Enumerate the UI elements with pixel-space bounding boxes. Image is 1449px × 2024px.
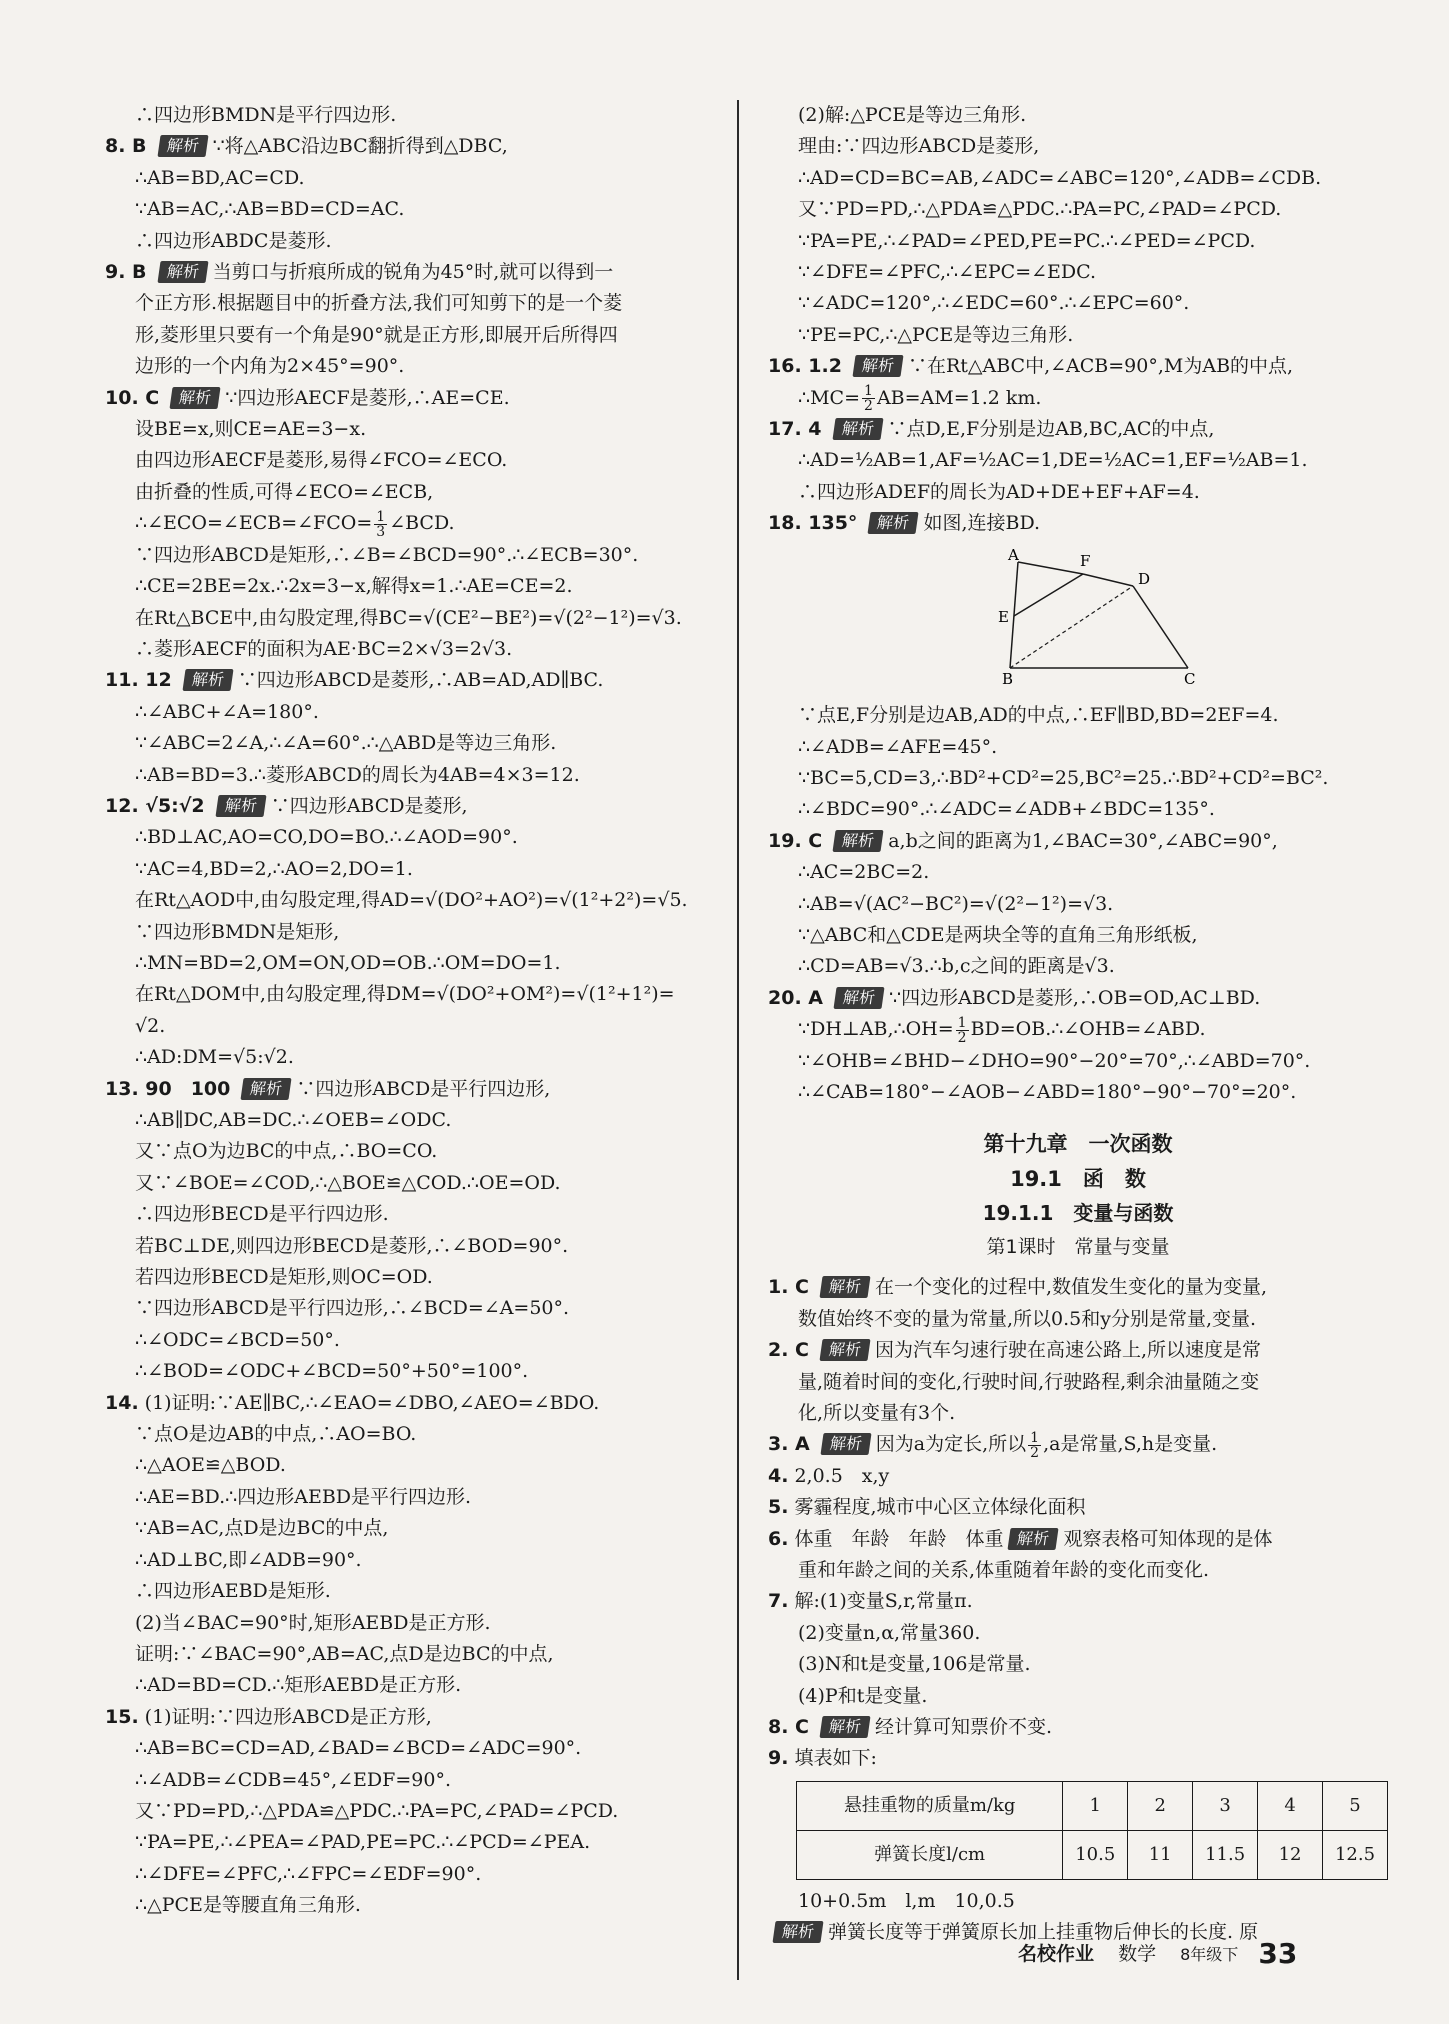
footer-brand: 名校作业: [1018, 1943, 1095, 1965]
line-text: ∴四边形BMDN是平行四边形.: [135, 104, 397, 126]
line-text: ∴∠DFE=∠PFC,∴∠FPC=∠EDF=90°.: [135, 1862, 482, 1885]
line-text: ∵点D,E,F分别是边AB,BC,AC的中点,: [887, 418, 1215, 441]
column-divider: [737, 100, 739, 1980]
analysis-tag: 解析: [833, 830, 884, 852]
line-text: ∴AD=CD=BC=AB,∠ADC=∠ABC=120°,∠ADB=∠CDB.: [798, 166, 1322, 189]
line-text: ∵点E,F分别是边AB,AD的中点,∴EF∥BD,BD=2EF=4.: [798, 704, 1279, 727]
text-line: [768, 288, 1388, 319]
answers-18-20: [768, 700, 1388, 1108]
line-text: ∵AB=AC,点D是边BC的中点,: [135, 1517, 389, 1540]
line-text: ∴四边形AEBD是矩形.: [135, 1580, 331, 1603]
analysis-tag: 解析: [832, 418, 883, 440]
text-line: [105, 1042, 715, 1073]
line-text: ∴AD⊥BC,即∠ADB=90°.: [135, 1548, 362, 1571]
analysis-tag: 解析: [215, 795, 266, 817]
line-text: 在一个变化的过程中,数值发生变化的量为变量,: [875, 1276, 1268, 1299]
text-line: [105, 1576, 715, 1607]
line-text-after: BD=OB.∴∠OHB=∠ABD.: [970, 1018, 1206, 1041]
line-text: ∴MN=BD=2,OM=ON,OD=OB.∴OM=DO=1.: [135, 951, 561, 974]
analysis-tag: 解析: [170, 387, 221, 409]
text-line: [768, 1886, 1388, 1917]
table-cell: 5: [1323, 1781, 1388, 1830]
text-line: [768, 1618, 1388, 1649]
text-line: [105, 634, 715, 665]
text-line: [105, 1136, 715, 1167]
text-line: [768, 1492, 1388, 1523]
question-number: 3. A: [768, 1433, 810, 1456]
line-text: ∵四边形ABCD是矩形,∴∠B=∠BCD=90°.∴∠ECB=30°.: [135, 543, 639, 566]
line-text: 解:(1)变量S,r,常量π.: [794, 1590, 973, 1613]
line-text: 又∵PD=PD,∴△PDA≌△PDC.∴PA=PC,∠PAD=∠PCD.: [135, 1799, 619, 1822]
table-row: [797, 1830, 1388, 1879]
text-line: [105, 1011, 715, 1042]
line-text: 理由:∵四边形ABCD是菱形,: [798, 135, 1040, 158]
question-number: 13. 90 100: [105, 1077, 231, 1100]
analysis-tag: 解析: [852, 355, 903, 377]
text-line: [105, 760, 715, 791]
question-number: 8. B: [105, 135, 147, 158]
line-text: (2)变量n,α,常量360.: [798, 1621, 981, 1644]
label-E: E: [998, 607, 1009, 626]
text-line: [768, 1077, 1388, 1108]
text-line: [105, 194, 715, 225]
line-text-after: ∠BCD.: [389, 512, 455, 535]
line-text: ∴MC=: [798, 386, 861, 409]
text-line: [768, 1681, 1388, 1712]
text-line: [768, 763, 1388, 794]
line-text: 化,所以变量有3个.: [798, 1402, 956, 1424]
text-line: [105, 1356, 715, 1387]
section-title: 19.1 函 数: [1010, 1167, 1146, 1192]
line-text: 证明:∵∠BAC=90°,AB=AC,点D是边BC的中点,: [135, 1642, 554, 1665]
line-text: ∴AB=BC=CD=AD,∠BAD=∠BCD=∠ADC=90°.: [135, 1737, 582, 1760]
text-line: [768, 826, 1388, 857]
text-line: [105, 1513, 715, 1544]
line-text: 边形的一个内角为2×45°=90°.: [135, 355, 405, 378]
line-text: ∵AB=AC,∴AB=BD=CD=AC.: [135, 198, 405, 221]
analysis-tag: 解析: [868, 512, 919, 534]
line-text: ∵四边形BMDN是矩形,: [135, 920, 340, 943]
line-text-after: AB=AM=1.2 km.: [876, 386, 1042, 409]
line-text: 弹簧长度等于弹簧原长加上挂重物后伸长的长度. 原: [828, 1921, 1259, 1944]
line-text: ∵四边形ABCD是平行四边形,∴∠BCD=∠A=50°.: [135, 1297, 570, 1320]
text-line: [105, 1325, 715, 1356]
text-line: [105, 1545, 715, 1576]
label-F: F: [1080, 551, 1091, 570]
text-line: [768, 1429, 1388, 1460]
text-line: [768, 1398, 1388, 1429]
line-text: 填表如下:: [794, 1747, 877, 1770]
text-line: [768, 477, 1388, 508]
subsection-title: 19.1.1 变量与函数: [982, 1201, 1174, 1226]
line-text: 经计算可知票价不变.: [875, 1716, 1053, 1739]
label-B: B: [1002, 669, 1014, 684]
denominator: 2: [1030, 1444, 1040, 1461]
footer-grade: 8年级下: [1180, 1945, 1239, 1964]
question-number: 9. B: [105, 261, 147, 284]
text-line: [105, 1482, 715, 1513]
line-text: (1)证明:∵AE∥BC,∴∠EAO=∠DBO,∠AEO=∠BDO.: [144, 1391, 600, 1414]
question-number: 20. A: [768, 986, 823, 1009]
text-line: [768, 414, 1388, 445]
analysis-tag: 解析: [182, 669, 233, 691]
text-line: [105, 1388, 715, 1419]
denominator: 3: [376, 523, 386, 540]
line-text: 又∵点O为边BC的中点,∴BO=CO.: [135, 1140, 438, 1163]
quadrilateral-diagram: [998, 544, 1198, 684]
line-text: ∵PA=PE,∴∠PAD=∠PED,PE=PC.∴∠PED=∠PCD.: [798, 229, 1256, 252]
text-line: [105, 100, 715, 131]
line-text: 雾霾程度,城市中心区立体绿化面积: [794, 1496, 1086, 1519]
line-text: ∵四边形ABCD是菱形,∴AB=AD,AD∥BC.: [237, 669, 604, 692]
question-number: 2. C: [768, 1339, 809, 1362]
text-line: [768, 794, 1388, 825]
text-line: [768, 951, 1388, 982]
line-text: ∴△PCE是等腰直角三角形.: [135, 1894, 361, 1917]
line-text: ∴AD=½AB=1,AF=½AC=1,DE=½AC=1,EF=½AB=1.: [798, 449, 1308, 472]
text-line: [768, 383, 1388, 414]
text-line: [105, 1074, 715, 1105]
text-line: [105, 1890, 715, 1921]
text-line: [105, 728, 715, 759]
text-line: [105, 1105, 715, 1136]
right-column: [768, 100, 1388, 1949]
numerator: 1: [1030, 1429, 1040, 1446]
line-text: ∴∠BDC=90°.∴∠ADC=∠ADB+∠BDC=135°.: [798, 798, 1215, 821]
analysis-tag: 解析: [833, 987, 884, 1009]
text-line: [105, 917, 715, 948]
line-text: ∵四边形AECF是菱形,∴AE=CE.: [225, 386, 510, 409]
line-text: ∵AC=4,BD=2,∴AO=2,DO=1.: [135, 857, 413, 880]
line-text-after: 观察表格可知体现的是体: [1063, 1527, 1273, 1550]
line-text: 形,菱形里只要有一个角是90°就是正方形,即展开后所得四: [135, 323, 618, 346]
line-text: ∴△AOE≌△BOD.: [135, 1454, 286, 1477]
line-text: 量,随着时间的变化,行驶时间,行驶路程,剩余油量随之变: [798, 1370, 1260, 1393]
line-text: 在Rt△BCE中,由勾股定理,得BC=√(CE²−BE²)=√(2²−1²)=√3.: [135, 606, 682, 629]
text-line: [105, 508, 715, 539]
line-text: ∴AB∥DC,AB=DC.∴∠OEB=∠ODC.: [135, 1109, 452, 1131]
text-line: [105, 540, 715, 571]
line-text: 在Rt△AOD中,由勾股定理,得AD=√(DO²+AO²)=√(1²+2²)=√5.: [135, 889, 688, 912]
line-text: 体重 年龄 年龄 体重: [794, 1527, 1004, 1550]
text-line: [105, 1765, 715, 1796]
text-line: [768, 920, 1388, 951]
text-line: [768, 1014, 1388, 1045]
denominator: 2: [957, 1029, 967, 1046]
text-line: [105, 351, 715, 382]
line-text: √2.: [135, 1014, 166, 1037]
answers-16-18: [768, 100, 1388, 540]
page-number: 33: [1258, 1937, 1298, 1970]
text-line: [105, 320, 715, 351]
line-text: (3)N和t是变量,106是常量.: [798, 1653, 1031, 1676]
question-number: 6.: [768, 1527, 789, 1550]
text-line: [105, 1450, 715, 1481]
analysis-tag: 解析: [820, 1433, 871, 1455]
text-line: [105, 1639, 715, 1670]
table-cell: 1: [1063, 1781, 1128, 1830]
table-cell: 12.5: [1323, 1830, 1388, 1879]
text-line: [105, 979, 715, 1010]
table-header-cell: 弹簧长度l/cm: [797, 1830, 1063, 1879]
analysis-tag: 解析: [772, 1921, 823, 1943]
text-line: [768, 700, 1388, 731]
line-text: 在Rt△DOM中,由勾股定理,得DM=√(DO²+OM²)=√(1²+1²)=: [135, 983, 675, 1006]
line-text: ∴AD=BD=CD.∴矩形AEBD是正方形.: [135, 1674, 462, 1697]
fraction: [956, 1016, 969, 1045]
analysis-tag: 解析: [819, 1716, 870, 1738]
line-text: (1)证明:∵四边形ABCD是正方形,: [144, 1705, 432, 1728]
geometry-figure: [998, 544, 1388, 694]
text-line: [768, 889, 1388, 920]
footer-subject: 数学: [1118, 1943, 1157, 1965]
table-cell: 11.5: [1193, 1830, 1258, 1879]
question-number: 11. 12: [105, 669, 172, 692]
text-line: [768, 732, 1388, 763]
text-line: [105, 1293, 715, 1324]
text-line: [105, 226, 715, 257]
line-text: 个正方形.根据题目中的折叠方法,我们可知剪下的是一个菱: [135, 292, 623, 315]
question-number: 4.: [768, 1464, 789, 1487]
denominator: 2: [864, 398, 873, 415]
line-text: ∴AB=√(AC²−BC²)=√(2²−1²)=√3.: [798, 892, 1114, 915]
table-cell: 10.5: [1063, 1830, 1128, 1879]
line-text: ∵PA=PE,∴∠PEA=∠PAD,PE=PC.∴∠PCD=∠PEA.: [135, 1831, 591, 1854]
table-cell: 3: [1193, 1781, 1258, 1830]
text-line: [105, 603, 715, 634]
text-line: [105, 1168, 715, 1199]
table-header-cell: 悬挂重物的质量m/kg: [797, 1781, 1063, 1830]
chapter-title: 第十九章 一次函数: [983, 1132, 1173, 1157]
line-text: (2)当∠BAC=90°时,矩形AEBD是正方形.: [135, 1611, 491, 1634]
text-line: [768, 508, 1388, 539]
line-text: ∴∠ECO=∠ECB=∠FCO=: [135, 512, 373, 535]
table-cell: 2: [1128, 1781, 1193, 1830]
text-line: [105, 1670, 715, 1701]
line-text: 又∵PD=PD,∴△PDA≌△PDC.∴PA=PC,∠PAD=∠PCD.: [798, 198, 1282, 221]
label-A: A: [1008, 545, 1019, 564]
question-number: 16. 1.2: [768, 355, 842, 378]
text-line: [768, 131, 1388, 162]
text-line: [105, 1608, 715, 1639]
line-text: ∵∠ABC=2∠A,∴∠A=60°.∴△ABD是等边三角形.: [135, 732, 557, 755]
lesson-title: 第1课时 常量与变量: [986, 1236, 1170, 1259]
text-line: [105, 1733, 715, 1764]
table-cell: 11: [1128, 1830, 1193, 1879]
text-line: [105, 477, 715, 508]
text-line: [768, 1743, 1388, 1774]
table-row: [797, 1781, 1388, 1830]
spring-length-table: [796, 1781, 1388, 1880]
line-text: ∵∠OHB=∠BHD−∠DHO=90°−20°=70°,∴∠ABD=70°.: [798, 1049, 1311, 1072]
line-text: 当剪口与折痕所成的锐角为45°时,就可以得到一: [212, 261, 614, 284]
answers-lesson-1: [768, 1272, 1388, 1775]
line-text: ∴四边形BECD是平行四边形.: [135, 1203, 389, 1226]
line-text: ∴CD=AB=√3.∴b,c之间的距离是√3.: [798, 955, 1115, 978]
line-text: 因为a为定长,所以: [875, 1433, 1027, 1456]
label-C: C: [1184, 669, 1196, 684]
line-text: ∴∠ABC+∠A=180°.: [135, 700, 319, 723]
text-line: [105, 1419, 715, 1450]
text-line: [105, 163, 715, 194]
line-text: ∵PE=PC,∴△PCE是等边三角形.: [798, 323, 1074, 346]
text-line: [768, 163, 1388, 194]
line-text: 若四边形BECD是矩形,则OC=OD.: [135, 1266, 433, 1289]
question-number: 5.: [768, 1496, 789, 1519]
analysis-tag: 解析: [157, 135, 208, 157]
line-text: 重和年龄之间的关系,体重随着年龄的变化而变化.: [798, 1559, 1210, 1582]
question-number: 19. C: [768, 829, 823, 852]
line-text: 因为汽车匀速行驶在高速公路上,所以速度是常: [875, 1339, 1262, 1362]
line-text: (2)解:△PCE是等边三角形.: [798, 104, 1027, 126]
text-line: [768, 1304, 1388, 1335]
line-text: ∵四边形ABCD是菱形,: [270, 794, 468, 817]
text-line: [768, 1461, 1388, 1492]
line-text: ∴∠ADB=∠CDB=45°,∠EDF=90°.: [135, 1768, 451, 1791]
text-line: [768, 1524, 1388, 1555]
line-text: ∵∠ADC=120°,∴∠EDC=60°.∴∠EPC=60°.: [798, 292, 1190, 315]
fraction: [374, 510, 387, 539]
question-number: 8. C: [768, 1716, 809, 1739]
line-text: ∵四边形ABCD是菱形,∴OB=OD,AC⊥BD.: [889, 986, 1261, 1009]
text-line: [768, 257, 1388, 288]
line-text: ∴BD⊥AC,AO=CO,DO=BO.∴∠AOD=90°.: [135, 826, 518, 849]
table-cell: 4: [1258, 1781, 1323, 1830]
text-line: [768, 100, 1388, 131]
numerator: 1: [864, 383, 873, 400]
text-line: [768, 1272, 1388, 1303]
question-number: 15.: [105, 1705, 139, 1728]
text-line: [105, 383, 715, 414]
line-text: ∴AB=BD,AC=CD.: [135, 166, 305, 189]
page-footer: [1018, 1937, 1297, 1970]
text-line: [768, 983, 1388, 1014]
text-line: [768, 1712, 1388, 1743]
text-line: [105, 1262, 715, 1293]
text-line: [105, 1702, 715, 1733]
text-line: [768, 1046, 1388, 1077]
text-line: [105, 697, 715, 728]
line-text: ∵△ABC和△CDE是两块全等的直角三角形纸板,: [798, 923, 1198, 946]
line-text: ∴∠CAB=180°−∠AOB−∠ABD=180°−90°−70°=20°.: [798, 1080, 1297, 1103]
line-text-after: ,a是常量,S,h是变量.: [1043, 1433, 1218, 1456]
text-line: [105, 414, 715, 445]
line-text: 2,0.5 x,y: [794, 1464, 890, 1487]
line-text: ∴AD:DM=√5:√2.: [135, 1046, 294, 1069]
question-number: 18. 135°: [768, 512, 858, 535]
question-number: 7.: [768, 1590, 789, 1613]
table-cell: 12: [1258, 1830, 1323, 1879]
line-text: ∵将△ABC沿边BC翻折得到△DBC,: [212, 135, 508, 158]
line-text: 由折叠的性质,可得∠ECO=∠ECB,: [135, 480, 434, 503]
text-line: [105, 885, 715, 916]
question-number: 9.: [768, 1747, 789, 1770]
line-text: 10+0.5m l,m 10,0.5: [798, 1889, 1015, 1912]
text-line: [105, 822, 715, 853]
text-line: [768, 226, 1388, 257]
text-line: [105, 1199, 715, 1230]
line-text: 设BE=x,则CE=AE=3−x.: [135, 418, 367, 441]
line-text: ∵BC=5,CD=3,∴BD²+CD²=25,BC²=25.∴BD²+CD²=BC².: [798, 766, 1329, 789]
line-text: ∴四边形ADEF的周长为AD+DE+EF+AF=4.: [798, 480, 1200, 503]
line-text: ∴菱形AECF的面积为AE·BC=2×√3=2√3.: [135, 637, 513, 660]
fraction: [1028, 1431, 1041, 1460]
text-line: [105, 665, 715, 696]
text-line: [105, 288, 715, 319]
line-text: (4)P和t是变量.: [798, 1684, 928, 1707]
text-line: [768, 351, 1388, 382]
text-line: [768, 320, 1388, 351]
numerator: 1: [957, 1014, 967, 1031]
line-text: ∵DH⊥AB,∴OH=: [798, 1018, 954, 1041]
analysis-tag: 解析: [819, 1339, 870, 1361]
line-text: 由四边形AECF是菱形,易得∠FCO=∠ECO.: [135, 449, 508, 472]
text-line: [105, 445, 715, 476]
text-line: [768, 1586, 1388, 1617]
text-line: [105, 854, 715, 885]
analysis-tag: 解析: [819, 1276, 870, 1298]
text-line: [105, 1796, 715, 1827]
text-line: [105, 131, 715, 162]
analysis-tag: 解析: [241, 1078, 292, 1100]
line-text: ∴AC=2BC=2.: [798, 861, 930, 884]
text-line: [105, 1231, 715, 1262]
analysis-tag: 解析: [157, 261, 208, 283]
question-number: 10. C: [105, 386, 160, 409]
left-column: [105, 100, 715, 1922]
text-line: [105, 948, 715, 979]
line-text: ∴AB=BD=3.∴菱形ABCD的周长为4AB=4×3=12.: [135, 763, 580, 786]
line-text: a,b之间的距离为1,∠BAC=30°,∠ABC=90°,: [888, 829, 1278, 852]
question-number: 1. C: [768, 1276, 809, 1299]
line-text: ∴∠ADB=∠AFE=45°.: [798, 735, 998, 758]
line-text: ∴AE=BD.∴四边形AEBD是平行四边形.: [135, 1485, 472, 1508]
text-line: [768, 1555, 1388, 1586]
line-text: ∴∠BOD=∠ODC+∠BCD=50°+50°=100°.: [135, 1360, 529, 1383]
text-line: [768, 1367, 1388, 1398]
question-number: 12. √5:√2: [105, 794, 205, 817]
line-text: 若BC⊥DE,则四边形BECD是菱形,∴∠BOD=90°.: [135, 1234, 569, 1257]
line-text: 数值始终不变的量为常量,所以0.5和y分别是常量,变量.: [798, 1307, 1257, 1330]
line-text: ∴∠ODC=∠BCD=50°.: [135, 1328, 340, 1351]
line-text: ∴四边形ABDC是菱形.: [135, 229, 332, 252]
line-text: ∵∠DFE=∠PFC,∴∠EPC=∠EDC.: [798, 261, 1097, 284]
text-line: [105, 571, 715, 602]
text-line: [768, 194, 1388, 225]
line-text: 如图,连接BD.: [923, 512, 1041, 535]
fraction: [862, 384, 875, 413]
text-line: [768, 445, 1388, 476]
line-text: ∴CE=2BE=2x.∴2x=3−x,解得x=1.∴AE=CE=2.: [135, 575, 573, 598]
label-D: D: [1138, 569, 1151, 588]
question-number: 17. 4: [768, 418, 822, 441]
line-text: ∵点O是边AB的中点,∴AO=BO.: [135, 1423, 417, 1446]
text-line: [105, 257, 715, 288]
line-text: 又∵∠BOE=∠COD,∴△BOE≌△COD.∴OE=OD.: [135, 1171, 561, 1194]
text-line: [105, 1859, 715, 1890]
numerator: 1: [376, 508, 386, 525]
analysis-tag: 解析: [1008, 1528, 1059, 1550]
line-text: ∵在Rt△ABC中,∠ACB=90°,M为AB的中点,: [907, 355, 1294, 378]
text-line: [768, 857, 1388, 888]
text-line: [768, 1649, 1388, 1680]
text-line: [105, 791, 715, 822]
text-line: [105, 1827, 715, 1858]
text-line: [768, 1335, 1388, 1366]
question-number: 14.: [105, 1391, 139, 1414]
line-text: ∵四边形ABCD是平行四边形,: [296, 1077, 551, 1100]
